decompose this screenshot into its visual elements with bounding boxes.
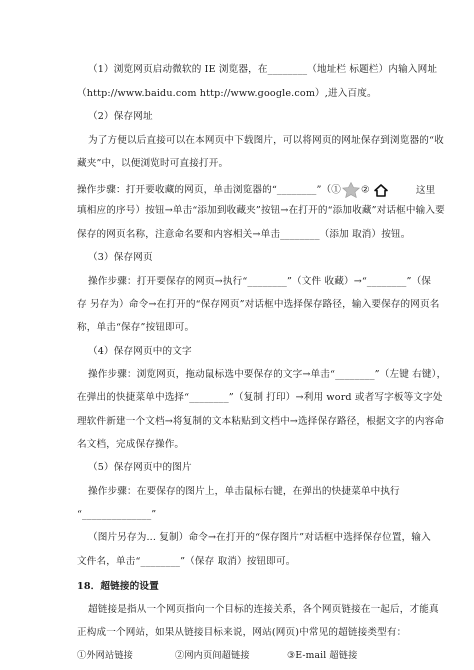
line-hyperlink-intro-2: 正构成一个网站，如果从链接目标来说，网站(网页)中常见的超链接类型有： <box>77 627 407 638</box>
heading-save-url: （2）保存网址 <box>88 111 153 122</box>
line-save-text-steps-2: 在弹出的快捷菜单中选择“________”（复制 打印）→利用 word 或者写字板等文字处 <box>77 392 443 403</box>
line-save-page-steps: 操作步骤：打开要保存的网页→执行“________”（文件 收藏）→“________”（保 <box>88 276 432 287</box>
heading-save-image: （5）保存网页中的图片 <box>88 462 192 473</box>
option-email-link: ③E-mail 超链接 <box>287 650 358 661</box>
line-save-text-steps-4: 名文档，完成保存操作。 <box>77 439 185 450</box>
hyperlink-types-row-1 <box>77 650 357 662</box>
line-favorites-steps-2: 填相应的序号）按钮→单击“添加到收藏夹”按钮→在打开的“添加收藏”对话框中输入要 <box>77 205 445 216</box>
line-save-page-steps-2: 存 另存为）命令→在打开的“保存网页”对话框中选择保存路径，输入要保存的网页名 <box>77 299 440 310</box>
heading-save-text: （4）保存网页中的文字 <box>88 346 192 357</box>
line-favorites-steps-3: 保存的网页名称，注意命名要和内容相关→单击________（添加 取消）按钮。 <box>77 229 411 240</box>
line-save-image-blank: “______________” <box>77 509 157 520</box>
heading-save-page: （3）保存网页 <box>88 252 153 263</box>
line-ie-address: （1）浏览网页启动微软的 IE 浏览器，在________（地址栏 标题栏）内输入网址 <box>88 64 438 75</box>
line-urls: （http://www.baidu.com http://www.google.com）,进入百度。 <box>77 88 377 99</box>
heading-hyperlink-settings: 18．超链接的设置 <box>77 581 159 592</box>
steps-text-a: 操作步骤：打开要收藏的网页，单击浏览器的“________”（① <box>77 184 342 196</box>
steps-text-b: ② <box>361 184 370 196</box>
option-internal-link: ②网内页间超链接 <box>175 650 250 661</box>
line-save-image-steps-3: 文件名，单击“________”（保存 取消）按钮即可。 <box>77 556 296 567</box>
line-hyperlink-intro: 超链接是指从一个网页指向一个目标的连接关系，各个网页链接在一起后，才能真 <box>88 604 439 615</box>
line-save-text-steps-3: 理软件新建一个文档→将复制的文本粘贴到文档中→选择保存路径，根据文字的内容命 <box>77 416 445 427</box>
line-save-image-steps: 操作步骤：在要保存的图片上，单击鼠标右键，在弹出的快捷菜单中执行 <box>88 486 400 497</box>
steps-text-c: 这里 <box>415 184 436 196</box>
option-external-link: ①外网站链接 <box>77 650 134 661</box>
line-favorites-steps <box>77 182 435 198</box>
line-save-image-steps-2: （图片另存为... 复制）命令→在打开的“保存图片”对话框中选择保存位置，输入 <box>88 532 431 543</box>
line-favorites-intro-cont: 藏夹”中，以便浏览时可直接打开。 <box>77 158 229 169</box>
line-save-text-steps: 操作步骤：浏览网页，拖动鼠标选中要保存的文字→单击“________”（左键 右键）， <box>88 369 447 380</box>
star-icon <box>341 182 361 198</box>
home-icon <box>374 184 388 197</box>
line-save-page-steps-3: 称，单击“保存”按钮即可。 <box>77 322 195 333</box>
line-favorites-intro: 为了方便以后直接可以在本网页中下载图片，可以将网页的网址保存到浏览器的“收 <box>88 135 444 146</box>
